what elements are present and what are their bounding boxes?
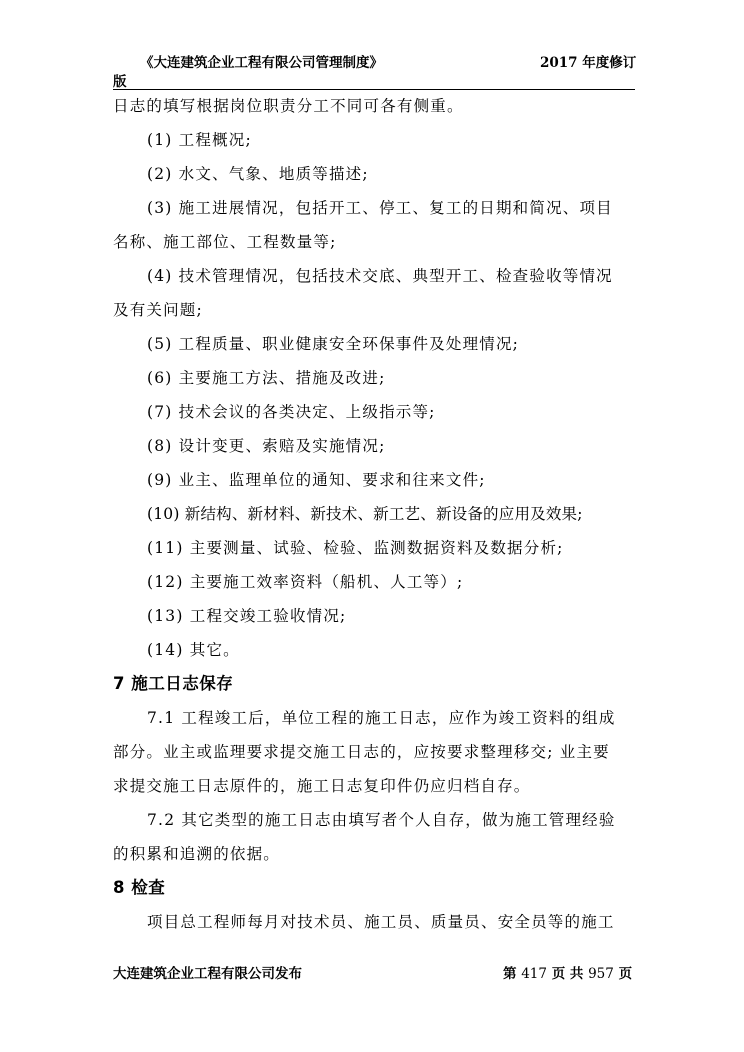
list-item: (3) 施工进展情况，包括开工、停工、复工的日期和简况、项目	[147, 199, 613, 217]
page-current: 417	[521, 966, 547, 982]
list-item: (5) 工程质量、职业健康安全环保事件及处理情况;	[147, 335, 520, 353]
list-item: (9) 业主、监理单位的通知、要求和往来文件;	[147, 471, 486, 489]
footer-publisher: 大连建筑企业工程有限公司发布	[113, 966, 302, 982]
paragraph-line: 7.2 其它类型的施工日志由填写者个人自存，做为施工管理经验	[147, 811, 616, 829]
paragraph-line: 7.1 工程竣工后，单位工程的施工日志，应作为竣工资料的组成	[147, 709, 616, 727]
list-item: (7) 技术会议的各类决定、上级指示等;	[147, 403, 436, 421]
section-7-heading: 7 施工日志保存	[113, 674, 234, 693]
list-item-continuation: 及有关问题;	[113, 301, 203, 319]
paragraph-line: 项目总工程师每月对技术员、施工员、质量员、安全员等的施工	[147, 913, 615, 931]
page-suffix: 页	[618, 966, 633, 982]
body-text	[113, 89, 635, 939]
paragraph-line: 的积累和追溯的依据。	[113, 845, 281, 863]
header-edition-suffix: 版	[113, 74, 127, 90]
list-item: (11) 主要测量、试验、检验、监测数据资料及数据分析;	[147, 539, 564, 557]
list-item: (2) 水文、气象、地质等描述;	[147, 165, 369, 183]
list-item: (8) 设计变更、索赔及实施情况;	[147, 437, 386, 455]
list-item-continuation: 名称、施工部位、工程数量等;	[113, 233, 337, 251]
header-title: 《大连建筑企业工程有限公司管理制度》	[140, 55, 383, 71]
list-item: (6) 主要施工方法、措施及改进;	[147, 369, 386, 387]
footer-page-number	[503, 962, 632, 982]
page-mid: 页 共	[551, 966, 584, 982]
list-item: (10) 新结构、新材料、新技术、新工艺、新设备的应用及效果;	[147, 505, 583, 523]
page-prefix: 第	[503, 966, 517, 982]
paragraph-line: 求提交施工日志原件的，施工日志复印件仍应归档自存。	[113, 777, 531, 795]
paragraph-line: 部分。业主或监理要求提交施工日志的，应按要求整理移交; 业主要	[113, 743, 610, 761]
list-item: (13) 工程交竣工验收情况;	[147, 607, 347, 625]
list-item: (14) 其它。	[147, 641, 240, 659]
page-total: 957	[588, 966, 614, 982]
list-item: (1) 工程概况;	[147, 131, 252, 149]
list-item: (4) 技术管理情况，包括技术交底、典型开工、检查验收等情况	[147, 267, 613, 285]
header-year-edition: 2017 年度修订	[540, 55, 637, 71]
list-item: (12) 主要施工效率资料（船机、人工等）;	[147, 573, 464, 591]
intro-line: 日志的填写根据岗位职责分工不同可各有侧重。	[113, 97, 464, 115]
section-8-heading: 8 检查	[113, 878, 166, 897]
